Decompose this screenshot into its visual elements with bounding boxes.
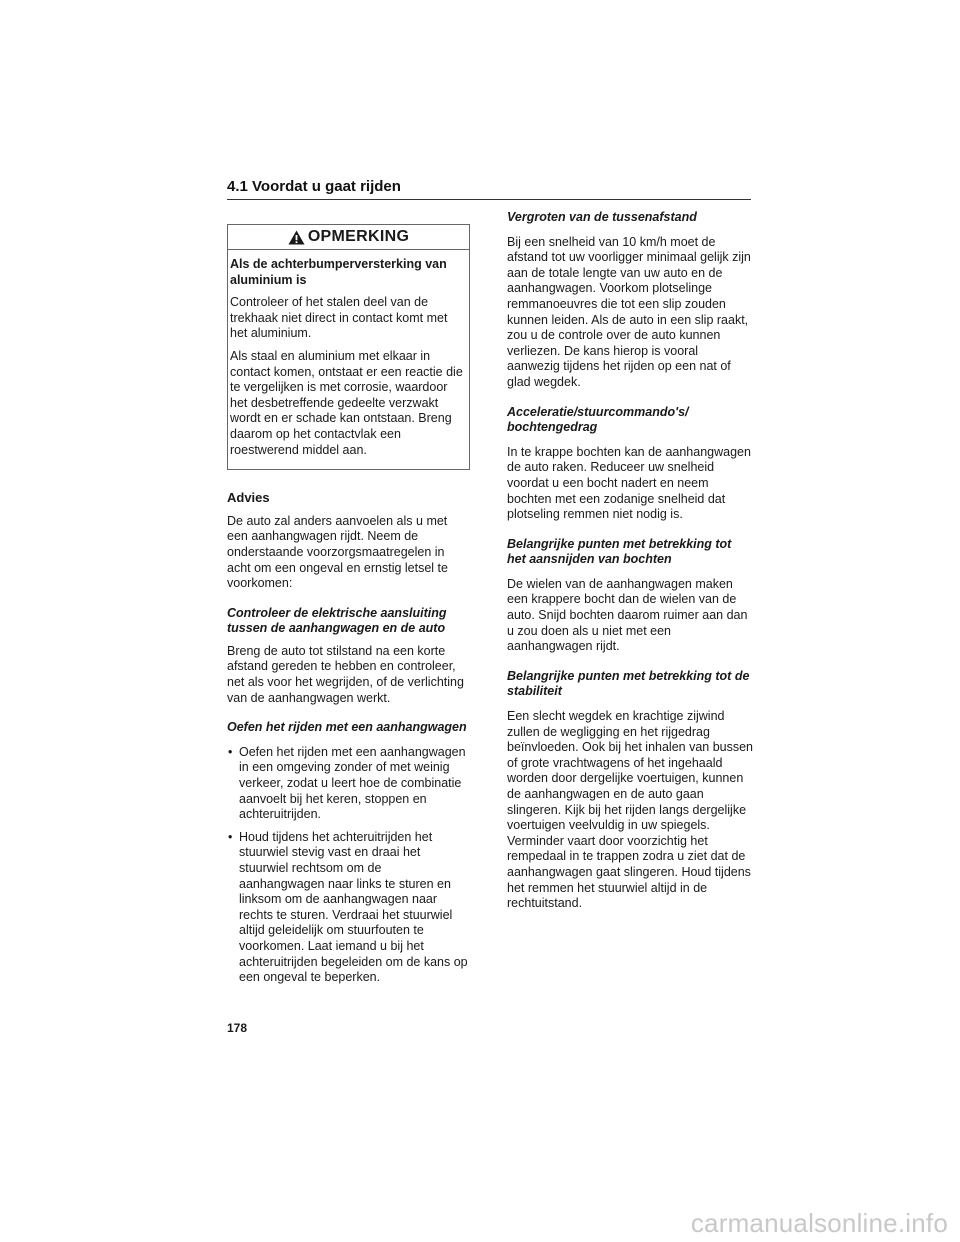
- notice-subtitle: Als de achterbumperversterking van aluminium is: [230, 257, 447, 287]
- check-text: Breng de auto tot stilstand na een korte afstand gereden te hebben en controleer, net als voor het wegrijden, of de verlichting van de aanhangwagen werkt.: [227, 643, 464, 705]
- corner-text: De wielen van de aanhangwagen maken een krappere bocht dan de wielen van de auto. Snijd bochten daarom ruimer aan dan u zou doen als u niet met een aanhangwagen rijdt.: [507, 576, 748, 654]
- list-item: • Oefen het rijden met een aanhangwagen in een omgeving zonder of met weinig verkeer, zodat u leert hoe de combinatie aanvoelt bij het keren, stoppen en achteruitrijden.: [227, 745, 470, 823]
- page-number: 178: [227, 1021, 248, 1035]
- check-heading: Controleer de elektrische aansluiting tussen de aanhangwagen en de auto: [227, 605, 447, 636]
- stability-heading: Belangrijke punten met betrekking tot de stabiliteit: [507, 668, 750, 699]
- advies-heading: Advies: [227, 490, 270, 506]
- practice-list: [227, 745, 470, 986]
- accel-heading: Acceleratie/stuurcommando's/ bochtengedrag: [507, 404, 689, 435]
- notice-title-bar: [228, 225, 469, 250]
- section-title: 4.1 Voordat u gaat rijden: [227, 178, 401, 195]
- distance-heading: Vergroten van de tussenafstand: [507, 210, 697, 224]
- notice-paragraph-2: Als staal en aluminium met elkaar in contact komen, ontstaat er een reactie die te vergelijken is met corrosie, waardoor het desbetreffende gedeelte verzwakt wordt en er schade kan ontstaan. Breng daarom op het contactvlak een roestwerend middel aan.: [230, 348, 463, 457]
- distance-text: Bij een snelheid van 10 km/h moet de afstand tot uw voorligger minimaal gelijk zijn aan de totale lengte van uw auto en de aanhangwagen. Voorkom plotselinge remmanoeuvres die tot een slip zouden kunnen leiden. Als de auto in een slip raakt, zou u de controle over de auto kunnen verliezen. De kans hierop is vooral aanwezig tijdens het rijden op een nat of glad wegdek.: [507, 234, 751, 389]
- accel-text: In te krappe bochten kan de aanhangwagen de auto raken. Reduceer uw snelheid voordat u een bocht nadert en neem bochten met een zodanige snelheid dat plotseling remmen niet nodig is.: [507, 444, 751, 522]
- notice-body: [228, 250, 469, 469]
- left-column: [227, 210, 470, 993]
- warning-icon: [288, 230, 305, 245]
- notice-paragraph-1: Controleer of het stalen deel van de trekhaak niet direct in contact komt met het aluminium.: [230, 295, 448, 341]
- practice-heading: Oefen het rijden met een aanhangwagen: [227, 720, 467, 735]
- page-header: [227, 178, 751, 200]
- advies-text: De auto zal anders aanvoelen als u met een aanhangwagen rijdt. Neem de onderstaande voorzorgsmaatregelen in acht om een ongeval en ernstig letsel te voorkomen:: [227, 513, 448, 591]
- corner-heading: Belangrijke punten met betrekking tot het aansnijden van bochten: [507, 536, 732, 567]
- stability-text: Een slecht wegdek en krachtige zijwind zullen de wegligging en het rijgedrag beïnvloeden. Ook bij het inhalen van bussen of grote vrachtwagens of het ingehaald worden door dergelijke voertuigen, kunnen de aanhangwagen en de auto gaan slingeren. Kijk bij het rijden langs dergelijke voertuigen veelvuldig in uw spiegels. Verminder vaart door voorzichtig het rempedaal in te trappen zodra u ziet dat de aanhangwagen gaat slingeren. Houd tijdens het remmen het stuurwiel altijd in de rechtuitstand.: [507, 709, 754, 911]
- watermark: carmanualsonline.info: [690, 1208, 948, 1238]
- notice-box: [227, 224, 470, 470]
- notice-title: OPMERKING: [307, 228, 410, 245]
- right-column: [507, 210, 753, 919]
- list-item: • Houd tijdens het achteruitrijden het stuurwiel stevig vast en draai het stuurwiel rechtsom om de aanhangwagen naar links te sturen en linksom om de aanhangwagen naar rechts te sturen. Verdraai het stuurwiel altijd geleidelijk om stuurfouten te voorkomen. Laat iemand u bij het achteruitrijden begeleiden om de kans op een ongeval te beperken.: [227, 830, 470, 986]
